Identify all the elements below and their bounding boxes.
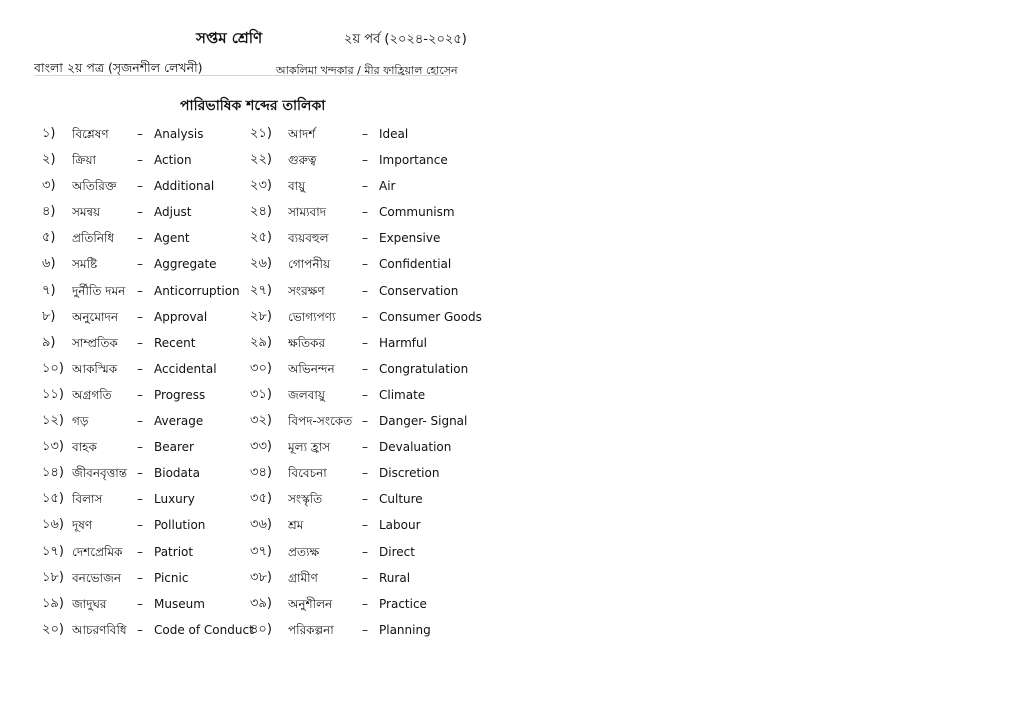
bengali-term-left: দুর্নীতি দমন (72, 283, 126, 298)
dash-separator: – (137, 257, 143, 272)
entry-number-left: ৭) (42, 282, 56, 298)
english-term-right: Harmful (379, 335, 427, 350)
bengali-term-right: বায়ু (288, 179, 306, 194)
dash-separator: – (137, 544, 143, 559)
bengali-term-left: অগ্রগতি (72, 387, 112, 402)
english-term-right: Practice (379, 596, 427, 611)
english-term-left: Patriot (154, 544, 194, 559)
entry-number-right: ৩৪) (250, 465, 272, 481)
english-term-right: Rural (379, 570, 411, 585)
entry-number-left: ১৫) (42, 491, 64, 507)
dash-separator: – (362, 361, 368, 376)
header-divider (34, 75, 450, 76)
bengali-term-right: শ্রম (288, 518, 304, 533)
dash-separator: – (362, 231, 368, 246)
bengali-term-right: ক্ষতিকর (288, 335, 326, 350)
entry-number-left: ৮) (42, 308, 56, 324)
dash-separator: – (137, 596, 143, 611)
bengali-term-right: আদর্শ (288, 127, 316, 141)
english-term-left: Progress (154, 387, 206, 402)
english-term-right: Conservation (379, 283, 459, 298)
entry-number-right: ৩৯) (250, 595, 272, 611)
entry-number-right: ২৪) (250, 204, 272, 220)
dash-separator: – (362, 283, 368, 298)
english-term-right: Planning (379, 622, 431, 637)
english-term-right: Consumer Goods (379, 309, 482, 324)
english-term-right: Danger- Signal (379, 414, 468, 429)
glossary-row (0, 279, 1024, 305)
entry-number-left: ১০) (42, 360, 64, 376)
dash-separator: – (362, 544, 368, 559)
entry-number-left: ৯) (42, 334, 56, 350)
dash-separator: – (362, 440, 368, 455)
entry-number-left: ১৩) (42, 439, 64, 455)
entry-number-right: ৪০) (250, 621, 272, 637)
bengali-term-left: আচরণবিধি (72, 622, 127, 637)
bengali-term-left: সমন্বয় (72, 205, 101, 220)
bengali-term-right: মূল্য হ্রাস (288, 440, 330, 455)
bengali-term-right: প্রত্যক্ষ (288, 544, 320, 559)
english-term-left: Agent (154, 231, 190, 246)
english-term-left: Approval (154, 309, 208, 324)
dash-separator: – (362, 179, 368, 194)
bengali-term-left: জাদুঘর (72, 596, 107, 611)
entry-number-right: ৩৭) (250, 543, 272, 559)
english-term-right: Confidential (379, 257, 452, 272)
dash-separator: – (362, 205, 368, 220)
english-term-left: Museum (154, 596, 205, 611)
dash-separator: – (362, 414, 368, 429)
entry-number-right: ২৮) (250, 308, 272, 324)
glossary-row (0, 513, 1024, 539)
bengali-term-left: প্রতিনিধি (72, 231, 115, 246)
entry-number-left: ১৬) (42, 517, 64, 533)
glossary-row (0, 592, 1024, 618)
bengali-term-left: বিলাস (72, 492, 103, 507)
dash-separator: – (137, 361, 143, 376)
entry-number-left: ২) (42, 152, 56, 168)
dash-separator: – (137, 492, 143, 507)
entry-number-right: ২৯) (250, 334, 272, 350)
entry-number-left: ১) (42, 126, 56, 141)
dash-separator: – (362, 622, 368, 637)
bengali-term-right: সংস্কৃতি (288, 492, 323, 507)
bengali-term-right: পরিকল্পনা (288, 622, 334, 637)
entry-number-right: ৩৩) (250, 439, 272, 455)
bengali-term-left: সমষ্টি (72, 257, 98, 272)
english-term-left: Pollution (154, 518, 206, 533)
glossary-row (0, 540, 1024, 566)
bengali-term-left: দূষণ (72, 518, 93, 533)
glossary-row (0, 305, 1024, 331)
glossary-row (0, 435, 1024, 461)
english-term-left: Action (154, 153, 192, 168)
entry-number-right: ২৬) (250, 256, 272, 272)
subject-title: বাংলা ২য় পত্র (সৃজনশীল লেখনী) (34, 60, 203, 75)
dash-separator: – (137, 440, 143, 455)
teacher-names: আকলিমা খন্দকার / মীর ফাহ্রিয়াল হোসেন (276, 64, 458, 77)
entry-number-right: ৩৬) (250, 517, 272, 533)
dash-separator: – (137, 309, 143, 324)
bengali-term-right: বিপদ-সংকেত (288, 414, 353, 429)
entry-number-left: ১২) (42, 413, 64, 429)
dash-separator: – (137, 179, 143, 194)
bengali-term-right: গুরুত্ব (288, 153, 317, 168)
class-title: সপ্তম শ্রেণি (196, 29, 263, 47)
dash-separator: – (137, 205, 143, 220)
bengali-term-right: গোপনীয় (288, 257, 331, 272)
english-term-right: Direct (379, 544, 415, 559)
english-term-right: Importance (379, 153, 448, 168)
english-term-left: Aggregate (154, 257, 217, 272)
bengali-term-left: বিশ্লেষণ (72, 127, 109, 141)
bengali-term-right: অভিনন্দন (288, 361, 335, 376)
glossary-row (0, 357, 1024, 383)
dash-separator: – (362, 335, 368, 350)
english-term-right: Culture (379, 492, 423, 507)
dash-separator: – (137, 466, 143, 481)
dash-separator: – (137, 622, 143, 637)
entry-number-left: ১৪) (42, 465, 64, 481)
english-term-left: Additional (154, 179, 215, 194)
dash-separator: – (362, 570, 368, 585)
glossary-row (0, 566, 1024, 592)
entry-number-right: ৩৫) (250, 491, 272, 507)
english-term-left: Analysis (154, 127, 204, 141)
glossary-row (0, 148, 1024, 174)
english-term-left: Code of Conduct (154, 622, 254, 637)
dash-separator: – (362, 153, 368, 168)
english-term-left: Accidental (154, 361, 217, 376)
english-term-right: Devaluation (379, 440, 452, 455)
entry-number-right: ২৫) (250, 230, 272, 246)
bengali-term-left: ক্রিয়া (72, 153, 97, 168)
bengali-term-right: বিবেচনা (288, 466, 327, 481)
bengali-term-right: ব্যয়বহুল (288, 231, 329, 246)
bengali-term-right: অনুশীলন (288, 596, 333, 611)
entry-number-left: ৬) (42, 256, 56, 272)
glossary-row (0, 200, 1024, 226)
dash-separator: – (362, 492, 368, 507)
dash-separator: – (137, 518, 143, 533)
entry-number-left: ৩) (42, 178, 56, 194)
glossary-row (0, 174, 1024, 200)
english-term-right: Climate (379, 387, 426, 402)
bengali-term-left: দেশপ্রেমিক (72, 544, 123, 559)
english-term-left: Biodata (154, 466, 200, 481)
bengali-term-left: গড় (72, 414, 89, 429)
glossary-row (0, 122, 1024, 148)
english-term-right: Ideal (379, 127, 409, 141)
entry-number-left: ১১) (42, 386, 64, 402)
glossary-row (0, 383, 1024, 409)
english-term-left: Luxury (154, 492, 195, 507)
entry-number-left: ১৮) (42, 569, 64, 585)
english-term-left: Recent (154, 335, 196, 350)
bengali-term-right: গ্রামীণ (288, 570, 318, 585)
dash-separator: – (137, 283, 143, 298)
english-term-left: Anticorruption (154, 283, 240, 298)
dash-separator: – (362, 257, 368, 272)
entry-number-right: ২১) (250, 126, 272, 141)
entry-number-left: ১৭) (42, 543, 64, 559)
entry-number-right: ৩৮) (250, 569, 272, 585)
dash-separator: – (137, 414, 143, 429)
dash-separator: – (137, 387, 143, 402)
glossary-row (0, 487, 1024, 513)
dash-separator: – (362, 127, 368, 141)
entry-number-left: ৫) (42, 230, 56, 246)
dash-separator: – (137, 570, 143, 585)
english-term-right: Air (379, 179, 396, 194)
bengali-term-left: সাম্প্রতিক (72, 335, 118, 350)
glossary-row (0, 331, 1024, 357)
english-term-right: Congratulation (379, 361, 469, 376)
entry-number-right: ২২) (250, 152, 272, 168)
bengali-term-left: অতিরিক্ত (72, 179, 117, 194)
glossary-row (0, 252, 1024, 278)
dash-separator: – (362, 309, 368, 324)
english-term-left: Adjust (154, 205, 192, 220)
bengali-term-right: ভোগ্যপণ্য (288, 309, 336, 324)
bengali-term-right: সাম্যবাদ (288, 205, 327, 220)
english-term-left: Average (154, 414, 204, 429)
english-term-right: Labour (379, 518, 421, 533)
entry-number-left: ৪) (42, 204, 56, 220)
english-term-left: Picnic (154, 570, 189, 585)
bengali-term-left: বাহক (72, 440, 97, 455)
english-term-right: Communism (379, 205, 455, 220)
bengali-term-left: জীবনবৃত্তান্ত (72, 466, 128, 481)
glossary-list (0, 122, 1024, 644)
english-term-right: Expensive (379, 231, 441, 246)
bengali-term-right: সংরক্ষণ (288, 283, 325, 298)
term-title: ২য় পর্ব (২০২৪-২০২৫) (344, 32, 467, 47)
bengali-term-left: বনভোজন (72, 570, 121, 585)
dash-separator: – (137, 231, 143, 246)
entry-number-right: ৩০) (250, 360, 272, 376)
dash-separator: – (137, 335, 143, 350)
dash-separator: – (137, 153, 143, 168)
entry-number-right: ২৭) (250, 282, 272, 298)
entry-number-left: ২০) (42, 621, 64, 637)
english-term-right: Discretion (379, 466, 440, 481)
glossary-row (0, 461, 1024, 487)
dash-separator: – (137, 127, 143, 141)
dash-separator: – (362, 387, 368, 402)
entry-number-right: ২৩) (250, 178, 272, 194)
dash-separator: – (362, 518, 368, 533)
entry-number-right: ৩২) (250, 413, 272, 429)
glossary-row (0, 409, 1024, 435)
list-title: পারিভাষিক শব্দের তালিকা (180, 98, 326, 114)
dash-separator: – (362, 596, 368, 611)
dash-separator: – (362, 466, 368, 481)
english-term-left: Bearer (154, 440, 194, 455)
entry-number-left: ১৯) (42, 595, 64, 611)
bengali-term-left: অনুমোদন (72, 309, 118, 324)
entry-number-right: ৩১) (250, 386, 272, 402)
glossary-row (0, 618, 1024, 644)
bengali-term-right: জলবায়ু (288, 387, 325, 402)
bengali-term-left: আকস্মিক (72, 361, 118, 376)
glossary-row (0, 226, 1024, 252)
